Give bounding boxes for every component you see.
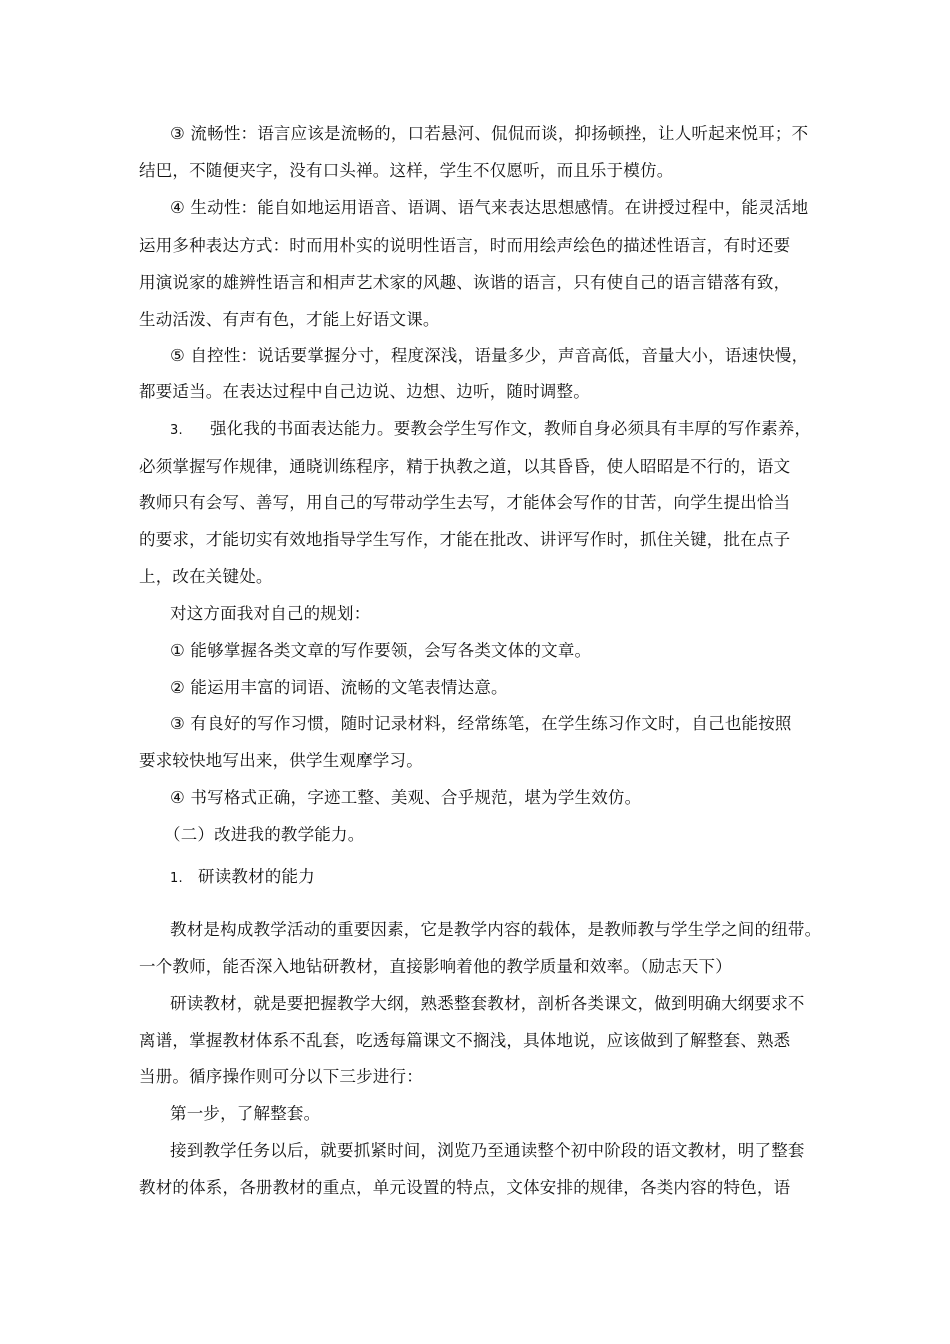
paragraph-number: 3. — [170, 423, 183, 438]
text-line: 对这方面我对自己的规划： — [170, 604, 371, 623]
text-line: 必须掌握写作规律，通晓训练程序，精于执教之道，以其昏昏，使人昭昭是不行的，语文 — [139, 457, 791, 476]
text-line: 研读教材，就是要把握教学大纲，熟悉整套教材，剖析各类课文，做到明确大纲要求不 — [170, 994, 805, 1013]
text-line: 结巴，不随便夹字，没有口头禅。这样，学生不仅愿听，而且乐于模仿。 — [139, 161, 674, 180]
text-line: 教师只有会写、善写，用自己的写带动学生去写，才能体会写作的甘苦，向学生提出恰当 — [139, 493, 791, 512]
text-line: 的要求，才能切实有效地指导学生写作，才能在批改、讲评写作时，抓住关键，批在点子 — [139, 530, 791, 549]
text-line: 上，改在关键处。 — [139, 567, 273, 586]
text-line: ③ 有良好的写作习惯，随时记录材料，经常练笔，在学生练习作文时，自己也能按照 — [170, 714, 792, 733]
text-line: 强化我的书面表达能力。要教会学生写作文，教师自身必须具有丰厚的写作素养， — [210, 419, 812, 438]
section-heading: （二）改进我的教学能力。 — [164, 825, 365, 844]
text-line: 要求较快地写出来，供学生观摩学习。 — [139, 751, 423, 770]
text-line: ④ 生动性：能自如地运用语音、语调、语气来表达思想感情。在讲授过程中，能灵活地 — [170, 198, 809, 217]
numbered-line — [170, 866, 315, 890]
text-line: ④ 书写格式正确，字迹工整、美观、合乎规范，堪为学生效仿。 — [170, 788, 642, 807]
text-line: ① 能够掌握各类文章的写作要领，会写各类文体的文章。 — [170, 641, 592, 660]
text-line: 当册。循序操作则可分以下三步进行： — [139, 1067, 423, 1086]
text-line: 用演说家的雄辨性语言和相声艺术家的风趣、诙谐的语言，只有使自己的语言错落有致， — [139, 273, 791, 292]
text-line: 接到教学任务以后，就要抓紧时间，浏览乃至通读整个初中阶段的语文教材，明了整套 — [170, 1141, 805, 1160]
text-line: 离谱，掌握教材体系不乱套，吃透每篇课文不搁浅，具体地说，应该做到了解整套、熟悉 — [139, 1031, 791, 1050]
text-line: 教材是构成教学活动的重要因素，它是教学内容的载体，是教师教与学生学之间的纽带。 — [170, 920, 822, 939]
text-line: 研读教材的能力 — [198, 867, 315, 886]
text-line: ⑤ 自控性：说话要掌握分寸，程度深浅，语量多少，声音高低，音量大小，语速快慢， — [170, 346, 809, 365]
text-line: ③ 流畅性：语言应该是流畅的，口若悬河、侃侃而谈，抑扬顿挫，让人听起来悦耳；不 — [170, 124, 809, 143]
text-line: 一个教师，能否深入地钻研教材，直接影响着他的教学质量和效率。（励志天下） — [139, 957, 732, 976]
text-line: 第一步，了解整套。 — [170, 1104, 321, 1123]
numbered-line — [170, 418, 811, 442]
text-line: 运用多种表达方式：时而用朴实的说明性语言，时而用绘声绘色的描述性语言，有时还要 — [139, 236, 791, 255]
paragraph-number: 1. — [170, 871, 183, 886]
text-line: 都要适当。在表达过程中自己边说、边想、边听，随时调整。 — [139, 382, 590, 401]
text-line: 生动活泼、有声有色，才能上好语文课。 — [139, 310, 440, 329]
text-line: 教材的体系，各册教材的重点，单元设置的特点，文体安排的规律，各类内容的特色，语 — [139, 1178, 791, 1197]
text-line: ② 能运用丰富的词语、流畅的文笔表情达意。 — [170, 678, 508, 697]
